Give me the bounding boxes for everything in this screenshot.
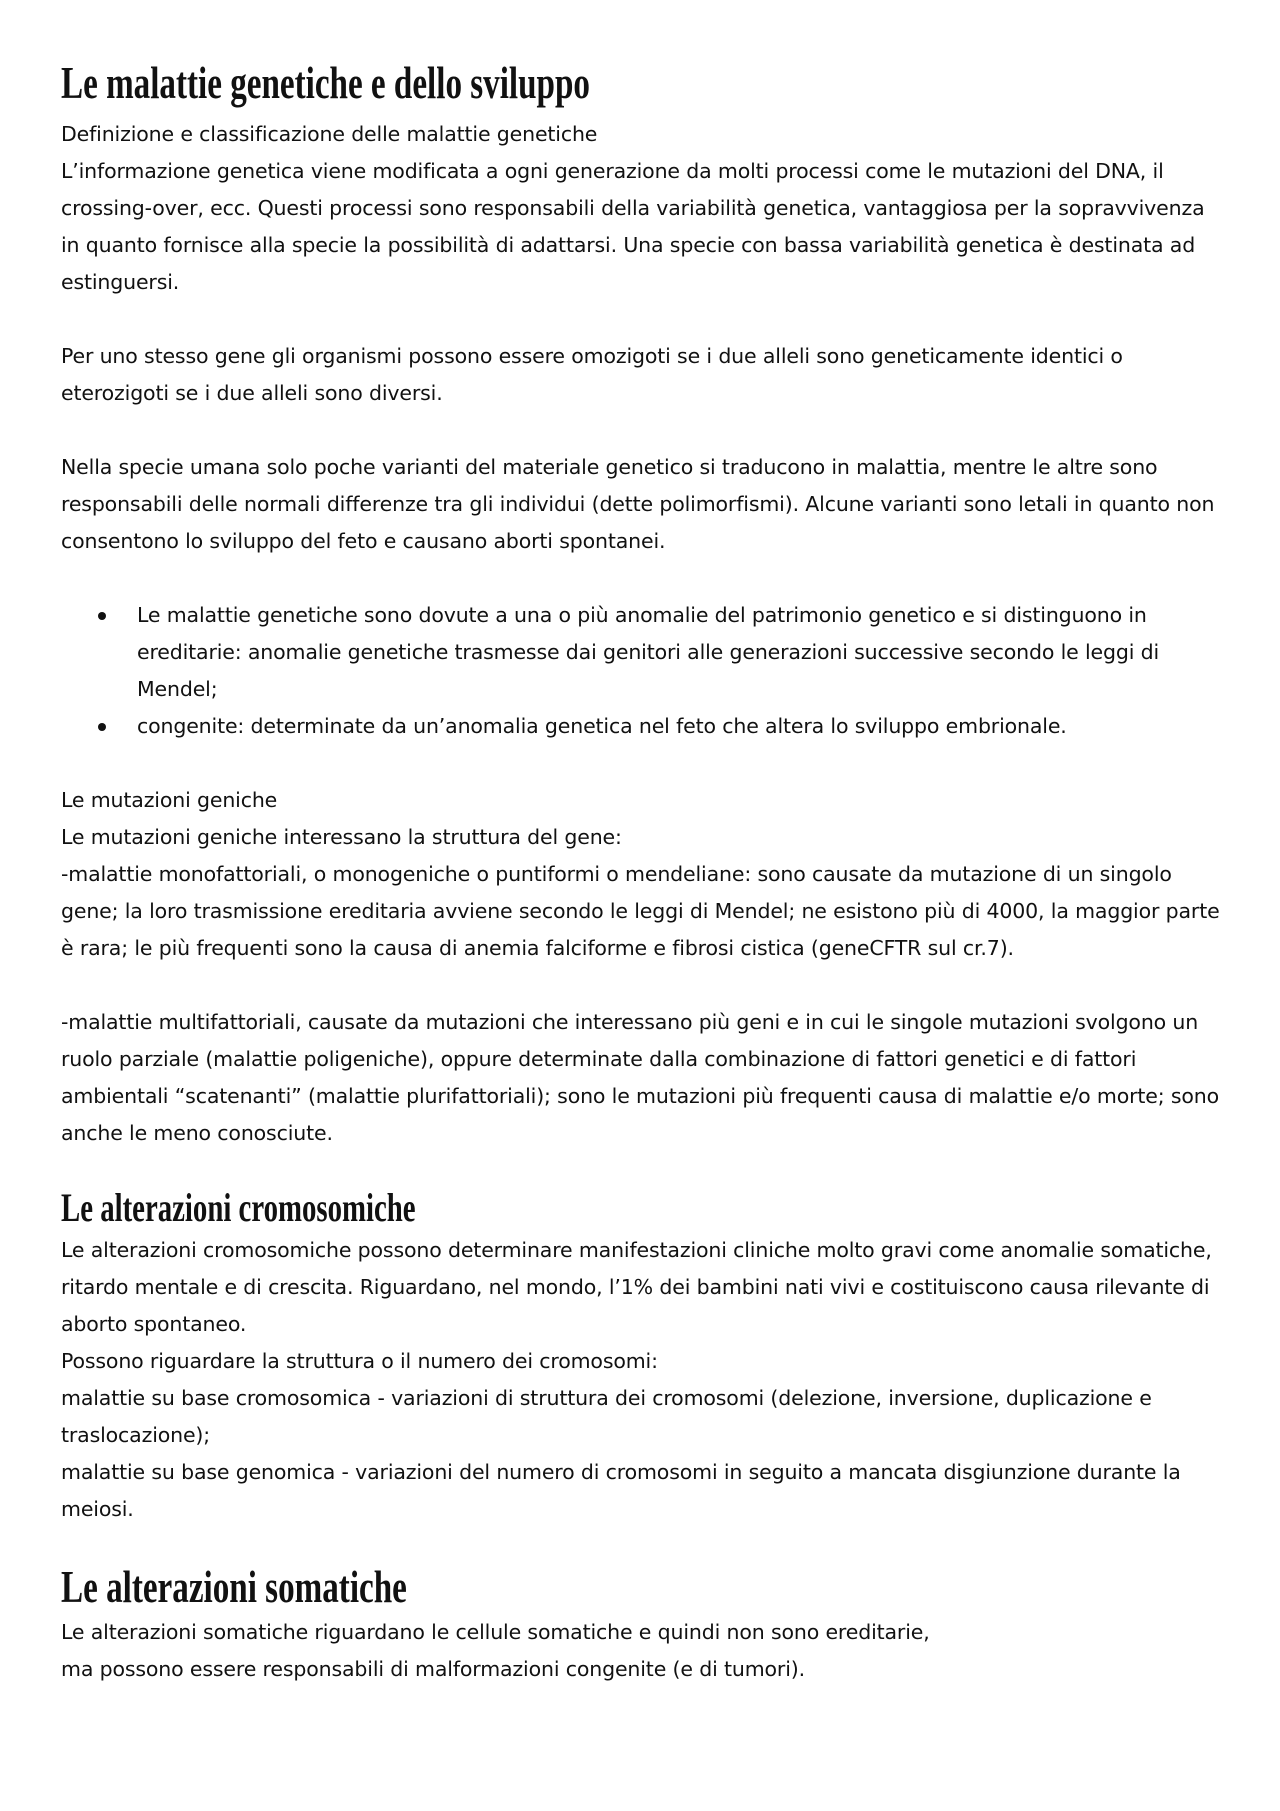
paragraph-multifactorial: -malattie multifattoriali, causate da mutazioni che interessano più geni e in cui le singole mutazioni svolgono un ruolo parziale (malattie poligeniche), oppure determinate dalla combinazione di fattori genetici e di fattori ambientali “scatenanti” (malattie plurifattoriali); sono le mutazioni più frequenti causa di malattie e/o morte; sono anche le meno conosciute. (61, 1010, 1220, 1145)
spacer (61, 412, 1221, 449)
spacer (61, 301, 1221, 338)
spacer (61, 1152, 1221, 1188)
paragraph-monofactorial: -malattie monofattoriali, o monogeniche o puntiformi o mendeliane: sono causate da mutazione di un singolo gene; la loro trasmissione ereditaria avviene secondo le leggi di Mendel; ne esistono più di 4000, la maggior parte è rara; le più frequenti sono la causa di anemia falciforme e fibrosi cistica (geneCFTR sul cr.7). (61, 862, 1220, 960)
section-title-somatic: Le alterazioni somatiche (61, 1561, 407, 1612)
paragraph-structure-number: Possono riguardare la struttura o il numero dei cromosomi: (61, 1349, 658, 1373)
bullet-list (61, 597, 1221, 745)
paragraph-genomic-basis: malattie su base genomica - variazioni del numero di cromosomi in seguito a mancata disgiunzione durante la meiosi. (61, 1460, 1181, 1521)
document-page (61, 57, 1221, 1688)
list-item (137, 708, 1221, 745)
spacer (61, 745, 1221, 782)
page-title: Le malattie genetiche e dello sviluppo (61, 57, 590, 108)
list-item-text: congenite: determinate da un’anomalia genetica nel feto che altera lo sviluppo embrionale. (137, 714, 1067, 738)
paragraph-variability: L’informazione genetica viene modificata a ogni generazione da molti processi come le mutazioni del DNA, il crossing-over, ecc. Questi processi sono responsabili della variabilità genetica, vantaggiosa per la sopravvivenza in quanto fornisce alla specie la possibilità di adattarsi. Una specie con bassa variabilità genetica è destinata ad estinguersi. (61, 159, 1205, 294)
paragraph-somatic-line2: ma possono essere responsabili di malformazioni congenite (e di tumori). (61, 1657, 805, 1681)
paragraph-somatic-line1: Le alterazioni somatiche riguardano le cellule somatiche e quindi non sono ereditarie, (61, 1620, 930, 1644)
list-item-text: Le malattie genetiche sono dovute a una o più anomalie del patrimonio genetico e si distinguono in ereditarie: anomalie genetiche trasmesse dai genitori alle generazioni successive secondo le leggi di Mendel; (137, 603, 1160, 701)
bullet-icon (98, 612, 106, 620)
paragraph-chromosomal-basis: malattie su base cromosomica - variazioni di struttura dei cromosomi (delezione, inversione, duplicazione e traslocazione); (61, 1386, 1152, 1447)
section-title-chromosomal: Le alterazioni cromosomiche (61, 1185, 416, 1230)
mutations-intro: Le mutazioni geniche interessano la struttura del gene: (61, 825, 622, 849)
bullet-icon (98, 723, 106, 731)
spacer (61, 967, 1221, 1004)
spacer (61, 560, 1221, 597)
mutations-heading: Le mutazioni geniche (61, 788, 278, 812)
paragraph-variants: Nella specie umana solo poche varianti del materiale genetico si traducono in malattia, mentre le altre sono responsabili delle normali differenze tra gli individui (dette polimorfismi). Alcune varianti sono letali in quanto non consentono lo sviluppo del feto e causano aborti spontanei. (61, 455, 1215, 553)
list-item (137, 597, 1221, 708)
paragraph-chromosomal: Le alterazioni cromosomiche possono determinare manifestazioni cliniche molto gravi come anomalie somatiche, ritardo mentale e di crescita. Riguardano, nel mondo, l’1% dei bambini nati vivi e costituiscono causa rilevante di aborto spontaneo. (61, 1238, 1212, 1336)
spacer (61, 1528, 1221, 1564)
subtitle: Definizione e classificazione delle malattie genetiche (61, 122, 598, 146)
paragraph-zygosity: Per uno stesso gene gli organismi possono essere omozigoti se i due alleli sono geneticamente identici o eterozigoti se i due alleli sono diversi. (61, 344, 1123, 405)
